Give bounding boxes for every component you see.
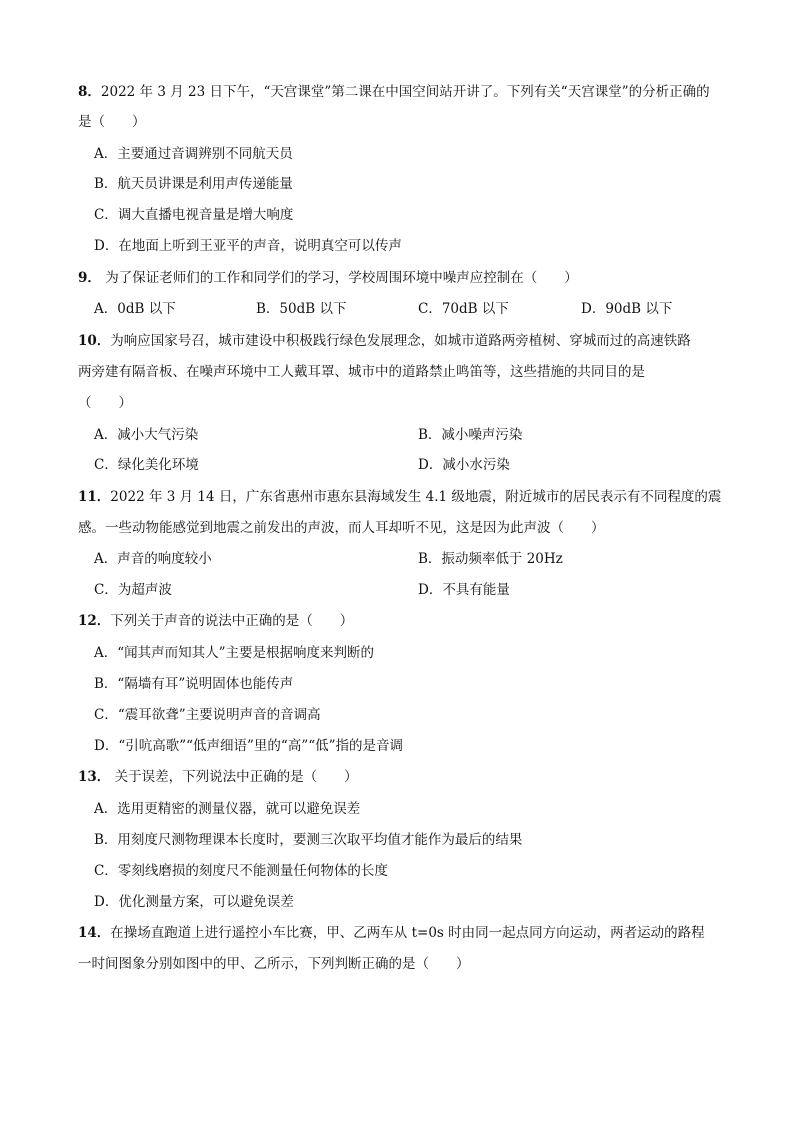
option-b[interactable]: B．振动频率低于 20Hz: [418, 551, 563, 567]
option-a[interactable]: A．主要通过音调辨别不同航天员: [94, 146, 293, 162]
option-b[interactable]: B．“隔墙有耳”说明固体也能传声: [94, 676, 294, 692]
option-d[interactable]: D．在地面上听到王亚平的声音，说明真空可以传声: [94, 238, 402, 254]
question-text: 2022 年 3 月 23 日下午，“天宫课堂”第二课在中国空间站开讲了。下列有关“天宫课堂”的分析正确的: [100, 84, 710, 100]
option-b[interactable]: B．50dB 以下: [256, 301, 347, 317]
option-d[interactable]: D．90dB 以下: [581, 301, 673, 317]
option-a[interactable]: A．0dB 以下: [94, 301, 176, 317]
option-c[interactable]: C．零刻线磨损的刻度尺不能测量任何物体的长度: [94, 863, 388, 879]
option-b[interactable]: B．减小噪声污染: [418, 427, 523, 443]
question-number: 13．: [78, 769, 111, 785]
question-11-stem: [78, 487, 721, 507]
question-text: 在操场直跑道上进行遥控小车比赛，甲、乙两车从 t=0s 时由同一起点同方向运动，两者运动的路程: [110, 925, 705, 941]
option-a[interactable]: A．声音的响度较小: [94, 551, 212, 567]
option-b[interactable]: B．用刻度尺测物理课本长度时，要测三次取平均值才能作为最后的结果: [94, 832, 523, 848]
option-c[interactable]: C．70dB 以下: [418, 301, 509, 317]
question-text: 关于误差，下列说法中正确的是（ ）: [110, 769, 358, 785]
option-d[interactable]: D．减小水污染: [418, 457, 510, 473]
question-number: 8．: [78, 84, 101, 100]
question-number: 10．: [78, 333, 111, 349]
option-b[interactable]: B．航天员讲课是利用声传递能量: [94, 176, 293, 192]
question-number: 9．: [78, 270, 101, 286]
question-number: 14．: [78, 925, 111, 941]
option-c[interactable]: C．调大直播电视音量是增大响度: [94, 207, 294, 223]
option-a[interactable]: A．选用更精密的测量仪器，就可以避免误差: [94, 801, 361, 817]
question-12-stem: [78, 611, 353, 631]
question-10-answer-blank: （ ）: [78, 395, 132, 411]
option-d[interactable]: D．优化测量方案，可以避免误差: [94, 894, 294, 910]
question-number: 11．: [78, 489, 111, 505]
question-8-stem: [78, 82, 710, 102]
question-text: 2022 年 3 月 14 日，广东省惠州市惠东县海域发生 4.1 级地震，附近城市的居民表示有不同程度的震: [110, 489, 722, 505]
question-text: 下列关于声音的说法中正确的是（ ）: [110, 613, 354, 629]
question-9-stem: [78, 268, 578, 288]
option-c[interactable]: C．绿化美化环境: [94, 457, 199, 473]
question-14-stem: [78, 923, 705, 943]
option-c[interactable]: C．“震耳欲聋”主要说明声音的音调高: [94, 707, 321, 723]
question-14-stem-cont: 一时间图象分别如图中的甲、乙所示，下列判断正确的是（ ）: [78, 956, 470, 972]
option-a[interactable]: A．“闻其声而知其人”主要是根据响度来判断的: [94, 645, 375, 661]
question-number: 12．: [78, 613, 111, 629]
question-11-stem-cont: 感。一些动物能感觉到地震之前发出的声波，而人耳却听不见，这是因为此声波（ ）: [78, 520, 605, 536]
question-10-stem-cont: 两旁建有隔音板、在噪声环境中工人戴耳罩、城市中的道路禁止鸣笛等，这些措施的共同目的是: [78, 364, 645, 380]
option-d[interactable]: D．不具有能量: [418, 582, 510, 598]
question-10-stem: [78, 331, 691, 351]
question-text: 为响应国家号召，城市建设中积极践行绿色发展理念，如城市道路两旁植树、穿城而过的高速铁路: [110, 333, 691, 349]
option-c[interactable]: C．为超声波: [94, 582, 172, 598]
option-d[interactable]: D．“引吭高歌”“低声细语”里的“高”“低”指的是音调: [94, 738, 404, 754]
question-8-stem-cont: 是（ ）: [78, 114, 146, 130]
question-13-stem: [78, 767, 358, 787]
question-text: 为了保证老师们的工作和同学们的学习，学校周围环境中噪声应控制在（ ）: [100, 270, 578, 286]
option-a[interactable]: A．减小大气污染: [94, 427, 199, 443]
